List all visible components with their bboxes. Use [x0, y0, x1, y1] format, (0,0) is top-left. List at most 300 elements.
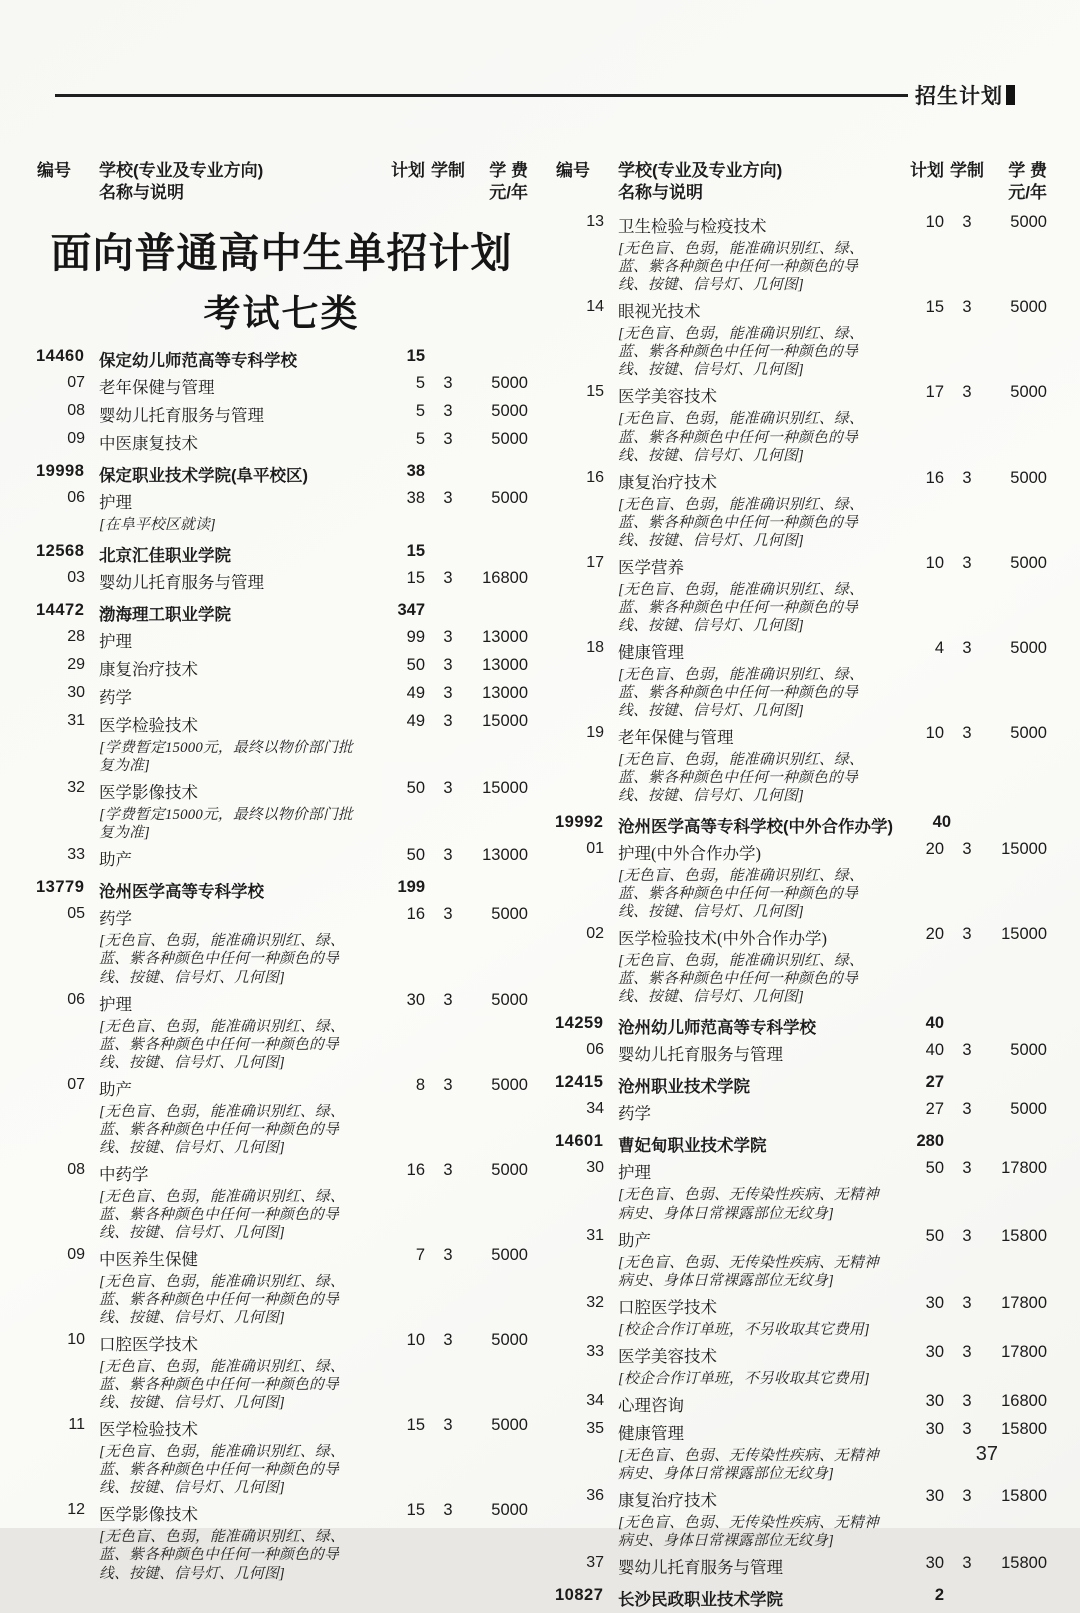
major-row — [554, 1227, 1047, 1290]
row-code: 03 — [67, 569, 85, 587]
row-code: 18 — [586, 638, 604, 656]
row-years: 3 — [443, 846, 453, 865]
row-main — [618, 724, 886, 805]
row-main — [99, 601, 367, 625]
row-fee: 15800 — [1001, 1553, 1047, 1572]
row-fee: 5000 — [491, 1245, 528, 1264]
row-plan: 27 — [925, 1100, 944, 1119]
row-fee: 5000 — [491, 402, 528, 421]
major-name: 医学美容技术 — [618, 387, 717, 407]
school-name: 北京汇佳职业学院 — [99, 547, 231, 566]
major-name: 药学 — [99, 688, 132, 708]
row-code: 16 — [586, 468, 604, 486]
col-header-fee — [471, 160, 528, 204]
row-main — [618, 1100, 886, 1124]
row-main — [618, 554, 886, 635]
row-main — [618, 1554, 886, 1578]
major-row — [35, 1331, 528, 1412]
col-header-years: 学制 — [950, 161, 984, 180]
row-main — [99, 1416, 367, 1497]
row-fee: 17800 — [1001, 1342, 1047, 1361]
row-code: 06 — [67, 489, 85, 507]
row-main — [99, 462, 367, 486]
right-rows — [554, 213, 1047, 1610]
row-plan: 30 — [925, 1293, 944, 1312]
row-main — [99, 402, 367, 426]
row-code: 33 — [67, 846, 85, 864]
major-name: 中医养生保健 — [99, 1249, 198, 1269]
row-note: [无色盲、色弱，能准确识别红、绿、蓝、紫各种颜色中任何一种颜色的导线、按键、信号灯、几何图] — [618, 411, 864, 464]
major-row — [554, 724, 1047, 805]
section-title-line2: 考试七类 — [203, 294, 360, 336]
major-row — [35, 628, 528, 652]
row-fee: 13000 — [482, 684, 528, 703]
row-code: 14460 — [36, 347, 85, 366]
row-main — [618, 1159, 886, 1222]
left-table-header — [35, 160, 528, 204]
two-column-layout — [35, 160, 1047, 1613]
row-fee: 15000 — [482, 779, 528, 798]
row-note: [无色盲、色弱、无传染性疾病、无精神病史、身体日常裸露部位无纹身] — [618, 1447, 879, 1482]
col-header-name-line1: 学校(专业及专业方向) — [618, 161, 783, 180]
major-name: 康复治疗技术 — [618, 1490, 717, 1510]
row-fee: 5000 — [1010, 724, 1047, 743]
left-column — [35, 160, 528, 1613]
major-name: 医学营养 — [618, 557, 684, 577]
row-fee: 17800 — [1001, 1159, 1047, 1178]
school-name: 沧州医学高等专科学校(中外合作办学) — [618, 818, 893, 837]
row-years: 3 — [443, 1501, 453, 1520]
major-name: 医学影像技术 — [99, 1505, 198, 1525]
row-fee: 5000 — [491, 990, 528, 1009]
right-table-header — [554, 160, 1047, 204]
row-main — [618, 813, 893, 837]
row-main — [618, 1227, 886, 1290]
row-years: 3 — [443, 569, 453, 588]
row-code: 33 — [586, 1342, 604, 1360]
row-note: [校企合作订单班，不另收取其它费用] — [618, 1370, 870, 1387]
major-row — [35, 846, 528, 870]
row-main — [618, 639, 886, 720]
row-note: [无色盲、色弱，能准确识别红、绿、蓝、紫各种颜色中任何一种颜色的导线、按键、信号灯、几何图] — [99, 1444, 345, 1497]
row-plan: 15 — [406, 1416, 425, 1435]
major-name: 口腔医学技术 — [99, 1335, 198, 1355]
row-plan: 30 — [925, 1342, 944, 1361]
row-years: 3 — [962, 1553, 972, 1572]
row-main — [618, 383, 886, 464]
row-code: 31 — [67, 712, 85, 730]
row-code: 02 — [586, 925, 604, 943]
row-years: 3 — [443, 402, 453, 421]
row-years: 3 — [443, 1331, 453, 1350]
row-plan: 20 — [925, 925, 944, 944]
row-fee: 13000 — [482, 628, 528, 647]
major-name: 助产 — [618, 1230, 651, 1250]
row-fee: 15000 — [1001, 925, 1047, 944]
major-row — [35, 1161, 528, 1242]
row-code: 19998 — [36, 462, 85, 481]
row-main — [99, 374, 367, 398]
row-main — [618, 1294, 886, 1339]
row-main — [99, 712, 367, 775]
row-years: 3 — [443, 1245, 453, 1264]
row-fee: 5000 — [491, 1501, 528, 1520]
row-note: [无色盲、色弱，能准确识别红、绿、蓝、紫各种颜色中任何一种颜色的导线、按键、信号灯、几何图] — [99, 1188, 345, 1241]
col-header-name — [99, 160, 367, 204]
major-name: 中医康复技术 — [99, 434, 198, 454]
row-code: 06 — [586, 1041, 604, 1059]
row-code: 12 — [67, 1501, 85, 1519]
col-header-fee-line1: 学 费 — [1008, 161, 1047, 180]
row-main — [99, 905, 367, 986]
col-header-name-line2: 名称与说明 — [618, 183, 703, 203]
row-main — [618, 1420, 886, 1483]
row-main — [618, 1041, 886, 1065]
row-years: 3 — [962, 1226, 972, 1245]
major-row — [35, 374, 528, 398]
row-years: 3 — [962, 1486, 972, 1505]
col-header-fee-line1: 学 费 — [489, 161, 528, 180]
row-code: 09 — [67, 1245, 85, 1263]
row-note: [在阜平校区就读] — [99, 517, 216, 534]
col-header-name-line1: 学校(专业及专业方向) — [99, 161, 264, 180]
row-plan: 8 — [415, 1075, 425, 1094]
row-code: 28 — [67, 628, 85, 646]
col-header-name — [618, 160, 886, 204]
row-note: [无色盲、色弱，能准确识别红、绿、蓝、紫各种颜色中任何一种颜色的导线、按键、信号灯、几何图] — [618, 868, 864, 921]
row-plan: 10 — [406, 1331, 425, 1350]
row-years: 3 — [443, 374, 453, 393]
row-fee: 5000 — [1010, 298, 1047, 317]
row-main — [99, 628, 367, 652]
row-plan: 5 — [415, 430, 425, 449]
row-code: 08 — [67, 402, 85, 420]
school-row — [554, 1073, 1047, 1097]
row-plan: 49 — [406, 712, 425, 731]
row-plan: 16 — [406, 905, 425, 924]
row-fee: 13000 — [482, 846, 528, 865]
row-note: [无色盲、色弱，能准确识别红、绿、蓝、紫各种颜色中任何一种颜色的导线、按键、信号灯、几何图] — [618, 752, 864, 805]
col-header-name-line2: 名称与说明 — [99, 183, 184, 203]
major-row — [35, 1416, 528, 1497]
major-name: 婴幼儿托育服务与管理 — [99, 406, 264, 426]
row-plan: 50 — [406, 846, 425, 865]
school-row — [35, 878, 528, 902]
row-plan: 49 — [406, 684, 425, 703]
major-row — [35, 779, 528, 842]
major-name: 医学检验技术 — [99, 716, 198, 736]
row-code: 14 — [586, 298, 604, 316]
row-main — [618, 1487, 886, 1550]
major-name: 医学检验技术 — [99, 1420, 198, 1440]
row-fee: 5000 — [1010, 1041, 1047, 1060]
row-main — [99, 684, 367, 708]
row-plan: 50 — [406, 656, 425, 675]
row-plan: 40 — [925, 1014, 944, 1033]
row-years: 3 — [962, 468, 972, 487]
row-plan: 17 — [925, 383, 944, 402]
school-row — [554, 1132, 1047, 1156]
row-years: 3 — [962, 724, 972, 743]
row-code: 19 — [586, 724, 604, 742]
row-main — [99, 542, 367, 566]
major-name: 老年保健与管理 — [99, 378, 215, 398]
row-main — [618, 1014, 886, 1038]
row-plan: 347 — [397, 601, 425, 620]
row-code: 15 — [586, 383, 604, 401]
row-note: [无色盲、色弱，能准确识别红、绿、蓝、紫各种颜色中任何一种颜色的导线、按键、信号灯、几何图] — [99, 1359, 345, 1412]
row-plan: 2 — [934, 1585, 944, 1604]
major-row — [554, 554, 1047, 635]
row-plan: 15 — [406, 1501, 425, 1520]
row-years: 3 — [962, 1293, 972, 1312]
row-code: 14601 — [555, 1132, 604, 1151]
major-row — [554, 298, 1047, 379]
major-row — [554, 1100, 1047, 1124]
row-years: 3 — [443, 1416, 453, 1435]
section-title-line1: 面向普通高中生单招计划 — [50, 230, 513, 277]
row-main — [618, 1343, 886, 1388]
row-note: [无色盲、色弱，能准确识别红、绿、蓝、紫各种颜色中任何一种颜色的导线、按键、信号灯、几何图] — [618, 496, 864, 549]
row-years: 3 — [962, 1100, 972, 1119]
row-note: [学费暂定15000元，最终以物价部门批复为准] — [99, 740, 353, 775]
row-plan: 4 — [934, 638, 944, 657]
major-row — [554, 840, 1047, 921]
row-note: [无色盲、色弱，能准确识别红、绿、蓝、紫各种颜色中任何一种颜色的导线、按键、信号灯、几何图] — [618, 326, 864, 379]
row-fee: 5000 — [491, 374, 528, 393]
school-row — [35, 347, 528, 371]
row-fee: 15800 — [1001, 1419, 1047, 1438]
row-main — [618, 1586, 886, 1610]
school-name: 长沙民政职业技术学院 — [618, 1590, 783, 1609]
row-plan: 99 — [406, 628, 425, 647]
row-fee: 16800 — [482, 569, 528, 588]
major-row — [35, 402, 528, 426]
school-name: 曹妃甸职业技术学院 — [618, 1137, 767, 1156]
row-code: 13 — [586, 213, 604, 231]
row-note: [无色盲、色弱、无传染性疾病、无精神病史、身体日常裸露部位无纹身] — [618, 1514, 879, 1549]
row-note: [无色盲、色弱，能准确识别红、绿、蓝、紫各种颜色中任何一种颜色的导线、按键、信号灯、几何图] — [99, 1529, 345, 1582]
row-note: [无色盲、色弱、无传染性疾病、无精神病史、身体日常裸露部位无纹身] — [618, 1254, 879, 1289]
row-years: 3 — [962, 1391, 972, 1410]
row-plan: 5 — [415, 402, 425, 421]
major-row — [35, 684, 528, 708]
row-plan: 30 — [925, 1553, 944, 1572]
row-plan: 5 — [415, 374, 425, 393]
school-row — [554, 1586, 1047, 1610]
col-header-fee — [990, 160, 1047, 204]
row-main — [618, 469, 886, 550]
row-years: 3 — [962, 383, 972, 402]
row-main — [99, 779, 367, 842]
row-main — [618, 213, 886, 294]
row-main — [618, 1132, 886, 1156]
major-name: 护理 — [618, 1163, 651, 1183]
row-main — [99, 656, 367, 680]
row-plan: 16 — [406, 1160, 425, 1179]
major-name: 助产 — [99, 1079, 132, 1099]
row-main — [99, 569, 367, 593]
col-header-plan: 计划 — [910, 161, 944, 180]
row-code: 12415 — [555, 1073, 604, 1092]
row-years: 3 — [962, 1159, 972, 1178]
row-plan: 50 — [925, 1226, 944, 1245]
major-name: 医学美容技术 — [618, 1346, 717, 1366]
row-plan: 15 — [406, 569, 425, 588]
major-name: 护理(中外合作办学) — [618, 844, 761, 864]
col-header-code: 编号 — [37, 161, 71, 180]
row-main — [99, 1331, 367, 1412]
school-row — [35, 462, 528, 486]
major-row — [554, 1487, 1047, 1550]
row-years: 3 — [443, 990, 453, 1009]
row-plan: 10 — [925, 724, 944, 743]
school-name: 沧州幼儿师范高等专科学校 — [618, 1019, 816, 1038]
row-fee: 5000 — [491, 1416, 528, 1435]
row-years: 3 — [443, 1075, 453, 1094]
row-plan: 50 — [406, 779, 425, 798]
row-years: 3 — [962, 298, 972, 317]
row-plan: 27 — [925, 1073, 944, 1092]
row-note: [无色盲、色弱，能准确识别红、绿、蓝、紫各种颜色中任何一种颜色的导线、按键、信号灯、几何图] — [618, 581, 864, 634]
row-plan: 280 — [916, 1132, 944, 1151]
row-main — [99, 991, 367, 1072]
row-plan: 40 — [932, 813, 951, 832]
major-name: 健康管理 — [618, 642, 684, 662]
major-name: 心理咨询 — [618, 1395, 684, 1415]
row-years: 3 — [962, 553, 972, 572]
row-main — [99, 1246, 367, 1327]
school-row — [554, 813, 1047, 837]
major-row — [554, 1294, 1047, 1339]
row-plan: 10 — [925, 213, 944, 232]
row-main — [99, 489, 367, 534]
row-fee: 5000 — [491, 489, 528, 508]
row-note: [校企合作订单班，不另收取其它费用] — [618, 1321, 870, 1338]
row-plan: 30 — [925, 1391, 944, 1410]
row-note: [无色盲、色弱，能准确识别红、绿、蓝、紫各种颜色中任何一种颜色的导线、按键、信号灯、几何图] — [618, 666, 864, 719]
row-plan: 40 — [925, 1041, 944, 1060]
row-fee: 17800 — [1001, 1293, 1047, 1312]
row-code: 29 — [67, 656, 85, 674]
major-name: 助产 — [99, 850, 132, 870]
major-name: 卫生检验与检疫技术 — [618, 217, 767, 237]
col-header-plan: 计划 — [391, 161, 425, 180]
school-name: 沧州职业技术学院 — [618, 1078, 750, 1097]
row-note: [无色盲、色弱，能准确识别红、绿、蓝、紫各种颜色中任何一种颜色的导线、按键、信号灯、几何图] — [99, 1273, 345, 1327]
row-years: 3 — [443, 489, 453, 508]
row-plan: 50 — [925, 1159, 944, 1178]
row-years: 3 — [443, 905, 453, 924]
row-code: 31 — [586, 1226, 604, 1244]
row-code: 35 — [586, 1419, 604, 1437]
row-years: 3 — [443, 430, 453, 449]
row-main — [99, 1076, 367, 1157]
major-name: 眼视光技术 — [618, 302, 701, 322]
row-fee: 5000 — [1010, 213, 1047, 232]
row-fee: 15800 — [1001, 1486, 1047, 1505]
major-name: 康复治疗技术 — [99, 660, 198, 680]
row-code: 32 — [586, 1293, 604, 1311]
row-code: 07 — [67, 1075, 85, 1093]
row-years: 3 — [443, 779, 453, 798]
major-name: 医学影像技术 — [99, 783, 198, 803]
row-fee: 15000 — [1001, 840, 1047, 859]
major-row — [554, 383, 1047, 464]
row-main — [618, 1392, 886, 1416]
row-fee: 16800 — [1001, 1391, 1047, 1410]
row-fee: 5000 — [1010, 468, 1047, 487]
col-header-fee-line2: 元/年 — [1008, 183, 1047, 203]
major-row — [35, 569, 528, 593]
row-code: 36 — [586, 1486, 604, 1504]
row-code: 30 — [586, 1159, 604, 1177]
row-code: 06 — [67, 990, 85, 1008]
major-row — [554, 1554, 1047, 1578]
row-fee: 13000 — [482, 656, 528, 675]
row-code: 32 — [67, 779, 85, 797]
row-main — [99, 878, 367, 902]
major-name: 护理 — [99, 493, 132, 513]
row-fee: 15000 — [482, 712, 528, 731]
major-row — [35, 430, 528, 454]
major-row — [554, 639, 1047, 720]
row-note: [无色盲、色弱，能准确识别红、绿、蓝、紫各种颜色中任何一种颜色的导线、按键、信号灯、几何图] — [618, 953, 864, 1006]
row-note: [学费暂定15000元，最终以物价部门批复为准] — [99, 807, 353, 842]
row-plan: 15 — [406, 347, 425, 366]
row-code: 08 — [67, 1160, 85, 1178]
major-row — [554, 925, 1047, 1006]
col-header-years: 学制 — [431, 161, 465, 180]
row-fee: 5000 — [491, 905, 528, 924]
major-row — [35, 656, 528, 680]
major-row — [554, 469, 1047, 550]
row-plan: 20 — [925, 840, 944, 859]
school-name: 沧州医学高等专科学校 — [99, 883, 264, 902]
row-plan: 10 — [925, 553, 944, 572]
row-plan: 30 — [406, 990, 425, 1009]
major-row — [35, 712, 528, 775]
row-main — [99, 1501, 367, 1582]
row-code: 14259 — [555, 1014, 604, 1033]
row-fee: 5000 — [1010, 638, 1047, 657]
header-rule — [55, 94, 908, 97]
row-code: 07 — [67, 374, 85, 392]
row-main — [618, 840, 886, 921]
row-code: 12568 — [36, 542, 85, 561]
major-row — [35, 905, 528, 986]
row-years: 3 — [962, 1342, 972, 1361]
major-row — [554, 1159, 1047, 1222]
major-name: 婴幼儿托育服务与管理 — [618, 1557, 783, 1577]
row-plan: 38 — [406, 489, 425, 508]
row-code: 13779 — [36, 878, 85, 897]
major-row — [554, 1392, 1047, 1416]
row-years: 3 — [962, 1041, 972, 1060]
row-plan: 38 — [406, 462, 425, 481]
right-column — [554, 160, 1047, 1613]
row-years: 3 — [443, 628, 453, 647]
row-main — [99, 846, 367, 870]
row-main — [99, 347, 367, 371]
row-fee: 5000 — [491, 1160, 528, 1179]
row-fee: 5000 — [1010, 383, 1047, 402]
major-name: 医学检验技术(中外合作办学) — [618, 929, 827, 949]
row-main — [99, 1161, 367, 1242]
page-number: 37 — [975, 1443, 998, 1465]
major-row — [554, 1343, 1047, 1388]
school-name: 保定幼儿师范高等专科学校 — [99, 352, 297, 371]
